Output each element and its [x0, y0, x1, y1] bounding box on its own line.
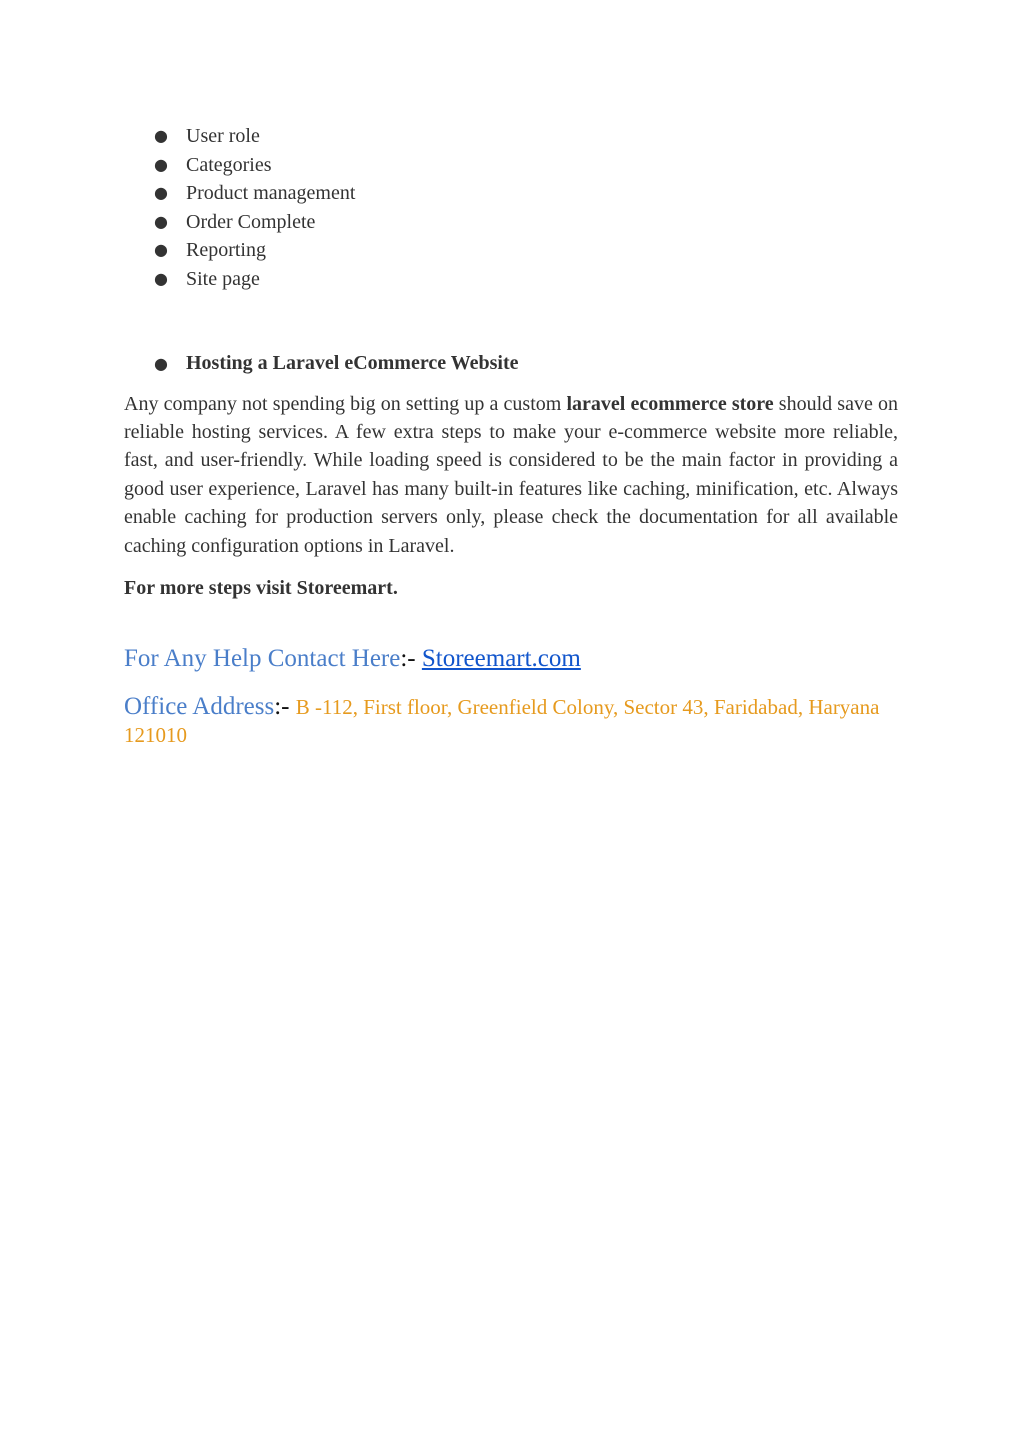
bullet-icon: ● — [154, 154, 168, 174]
document-page — [124, 122, 898, 749]
bullet-icon: ● — [154, 126, 168, 145]
section-heading — [124, 349, 898, 377]
list-item-label: Order Complete — [186, 210, 316, 233]
list-item-label: Reporting — [186, 239, 266, 262]
more-steps-text: For more steps visit Storeemart. — [124, 577, 398, 599]
address-separator: :- — [274, 693, 290, 720]
feature-list — [124, 122, 898, 294]
bullet-icon: ● — [154, 211, 168, 231]
body-paragraph — [124, 390, 898, 560]
address-value: B -112, First floor, Greenfield Colony, Sector 43, Faridabad, Haryana 121010 — [124, 695, 880, 747]
paragraph-text: Any company not spending big on setting up a custom — [124, 392, 567, 415]
contact-line — [124, 642, 898, 676]
bullet-icon: ● — [154, 268, 168, 288]
bullet-icon: ● — [154, 183, 168, 203]
list-item-label: Categories — [186, 153, 272, 176]
list-item-label: Site page — [186, 267, 260, 290]
address-label: Office Address — [124, 693, 275, 720]
bullet-icon: ● — [154, 240, 168, 260]
list-item-label: Product management — [186, 182, 356, 205]
storeemart-link[interactable]: Storeemart.com — [421, 645, 581, 672]
list-item — [124, 151, 898, 180]
address-line — [124, 693, 898, 749]
contact-separator: :- — [400, 645, 416, 672]
bullet-icon: ● — [154, 353, 168, 373]
list-item — [124, 208, 898, 237]
list-item — [124, 122, 898, 151]
paragraph-text: should save on reliable hosting services. A few extra steps to make your e-commerce website more reliable, fast, and user-friendly. While loading speed is considered to be the main factor in providing a good user experience, Laravel has many built-in features like caching, minification, etc. Always enable caching for production servers only, please check the documentation for all available caching configuration options in Laravel. — [124, 392, 898, 557]
list-item — [124, 179, 898, 208]
list-item — [124, 236, 898, 265]
list-item-label: User role — [186, 125, 260, 147]
section-heading-text: Hosting a Laravel eCommerce Website — [186, 351, 519, 374]
contact-label: For Any Help Contact Here — [124, 645, 401, 672]
list-item — [124, 265, 898, 294]
paragraph-bold-term: laravel ecommerce store — [566, 392, 774, 415]
